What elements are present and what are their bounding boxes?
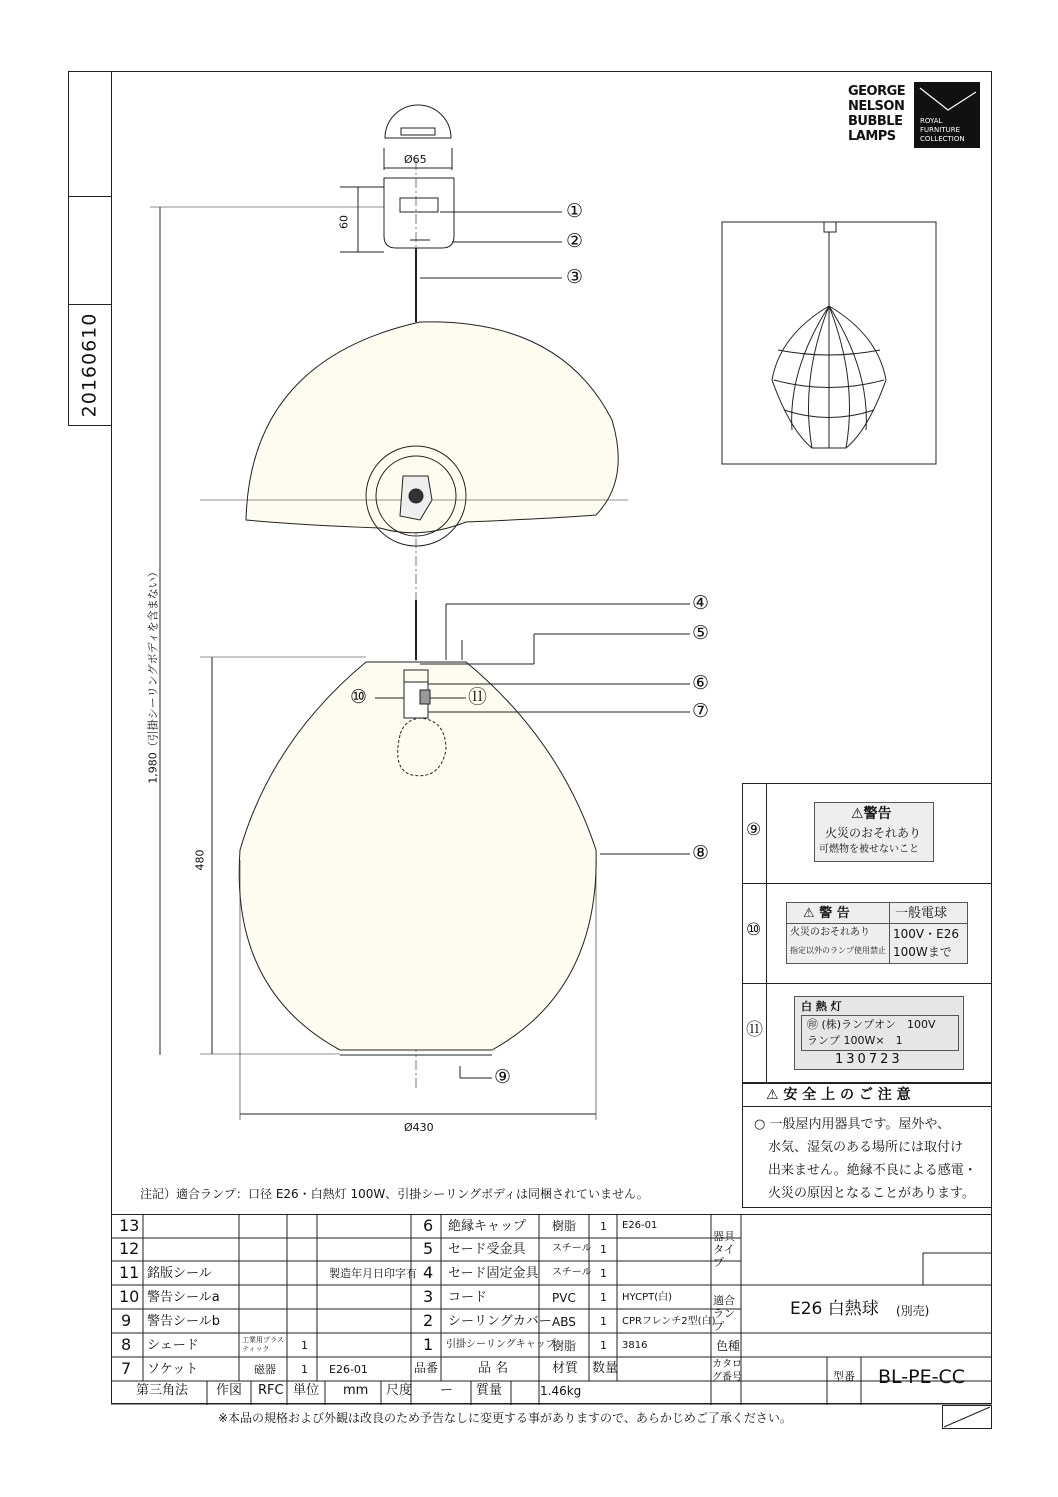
model-value: BL-PE-CC <box>878 1366 965 1388</box>
unit-label: 単位 <box>293 1383 320 1398</box>
mass-label: 質量 <box>476 1383 503 1398</box>
safety-line: 水気、湿気のある場所には取付け <box>768 1140 964 1155</box>
label11-title: 白 熱 灯 <box>801 1000 842 1013</box>
safety-line: 出来ません。絶縁不良による感電・ <box>768 1163 977 1178</box>
header-name: 品 名 <box>478 1361 509 1376</box>
label10-title: ⚠ 警 告 <box>803 906 850 921</box>
dim-canopy-height: 60 <box>337 215 351 229</box>
part-qty: 1 <box>600 1220 607 1233</box>
part-no: 13 <box>119 1216 140 1235</box>
label10-right-title: 一般電球 <box>895 906 948 921</box>
label11-line2: ランプ 100W× 1 <box>807 1034 903 1047</box>
disclaimer: ※本品の規格および外観は改良のため予告なしに変更する事がありますので、あらかじめご了承ください。 <box>218 1411 792 1425</box>
part-material: ABS <box>552 1315 576 1329</box>
part-qty: 1 <box>600 1243 607 1256</box>
part-no: 12 <box>119 1239 140 1258</box>
warning-label-a <box>786 902 968 964</box>
label10-divider <box>787 923 967 924</box>
part-remark: E26-01 <box>329 1363 368 1376</box>
part-no: 7 <box>121 1359 132 1378</box>
part-no: 2 <box>423 1311 434 1330</box>
part-material: スチール <box>552 1267 592 1278</box>
drawn-value: RFC <box>258 1383 284 1398</box>
drawing-note: 注記）適合ランプ：口径 E26・白熱灯 100W、引掛シーリングボディは同梱されていません。 <box>140 1187 649 1201</box>
canopy-top-view <box>385 105 451 138</box>
logo-line: NELSON <box>848 99 905 114</box>
part-no: 6 <box>423 1216 434 1235</box>
labels-panel-col <box>766 783 767 1083</box>
header-no: 品番 <box>414 1361 439 1375</box>
logo-line: GEORGE <box>848 84 906 99</box>
safety-title: ⚠ 安 全 上 の ご 注 意 <box>766 1087 911 1103</box>
part-material: スチール <box>552 1243 592 1254</box>
part-name: 絶縁キャップ <box>448 1219 527 1234</box>
part-qty: 1 <box>600 1339 607 1352</box>
part-remark: 製造年月日印字有 <box>329 1267 417 1280</box>
part-no: 10 <box>119 1287 140 1306</box>
part-qty: 1 <box>600 1291 607 1304</box>
part-remark: 3816 <box>622 1340 648 1351</box>
part-material: 樹脂 <box>552 1339 577 1353</box>
part-no: 3 <box>423 1287 434 1306</box>
warning-label-b <box>814 802 934 862</box>
dim-shade-height: 480 <box>193 849 207 871</box>
panel-divider <box>742 883 992 884</box>
label10-divider <box>889 903 890 963</box>
label9-line1: 火災のおそれあり <box>825 826 922 840</box>
part-material: PVC <box>552 1291 576 1305</box>
callout-3: ③ <box>566 266 584 288</box>
date-stamp: 20160610 <box>78 312 101 418</box>
callout-2: ② <box>566 230 584 252</box>
collection-line: COLLECTION <box>920 135 965 143</box>
label9-number: ⑨ <box>746 820 762 840</box>
dim-shade-diameter: Ø430 <box>404 1121 434 1134</box>
scale-label: 尺度 <box>386 1383 413 1398</box>
label10-right2: 100Wまで <box>893 945 952 959</box>
color-label: 色種 <box>716 1339 741 1353</box>
callout-9: ⑨ <box>494 1066 512 1088</box>
part-no: 1 <box>423 1335 434 1354</box>
part-qty: 1 <box>600 1315 607 1328</box>
callout-7: ⑦ <box>692 700 710 722</box>
safety-title-divider <box>742 1106 992 1107</box>
header-qty: 数量 <box>592 1361 619 1376</box>
part-name: セード固定金具 <box>448 1266 539 1281</box>
panel-divider <box>742 983 992 984</box>
collection-line: ROYAL <box>920 117 943 125</box>
part-remark: HYCPT(白) <box>622 1292 673 1303</box>
part-remark: E26-01 <box>622 1220 658 1231</box>
model-label: 型番 <box>833 1370 855 1383</box>
part-name: 警告シールa <box>147 1290 220 1305</box>
part-name: ソケット <box>147 1362 199 1377</box>
label9-title: ⚠警告 <box>851 806 892 822</box>
part-name: 警告シールb <box>147 1314 220 1329</box>
callout-1: ① <box>566 200 584 222</box>
projection: 第三角法 <box>136 1383 189 1398</box>
label9-line2: 可燃物を被せないこと <box>819 844 919 855</box>
drawn-label: 作図 <box>216 1383 243 1398</box>
part-name: シェード <box>147 1338 199 1353</box>
collection-line: FURNITURE <box>920 126 961 134</box>
shade-side-view <box>239 662 596 1050</box>
label10-number: ⑩ <box>746 920 762 940</box>
unit-value: mm <box>343 1383 369 1398</box>
part-name: 引掛シーリングキャップ <box>446 1339 556 1350</box>
label10-right1: 100V・E26 <box>893 927 959 941</box>
part-material: 工業用プラスティック <box>242 1336 284 1353</box>
safety-line: ○ 一般屋内用器具です。屋外や、 <box>754 1117 951 1132</box>
fixture-type-label: 器具タイプ <box>713 1230 735 1269</box>
canopy-side-view <box>384 178 454 248</box>
part-material: 樹脂 <box>552 1219 577 1233</box>
part-remark: CPRフレンチ2型(白) <box>622 1316 716 1327</box>
catalog-label: カタログ番号 <box>712 1359 742 1383</box>
lamp-note: (別売) <box>896 1304 930 1318</box>
part-name: セード受金具 <box>448 1242 526 1257</box>
part-name: 銘版シール <box>147 1266 212 1281</box>
part-qty: 1 <box>301 1363 308 1376</box>
part-material: 磁器 <box>254 1363 276 1376</box>
callout-5: ⑤ <box>692 622 710 644</box>
part-name: コード <box>448 1290 488 1305</box>
safety-line: 火災の原因となることがあります。 <box>768 1186 975 1201</box>
corner-mark-icon <box>942 1405 992 1429</box>
label10-line1: 火災のおそれあり <box>790 927 870 938</box>
label11-number: ⑪ <box>746 1020 763 1040</box>
part-no: 4 <box>423 1263 434 1282</box>
label10-line2: 指定以外のランプ使用禁止 <box>790 946 886 955</box>
part-qty: 1 <box>600 1267 607 1280</box>
scale-value: ー <box>440 1383 454 1398</box>
shade-top-view <box>246 322 618 533</box>
callout-11: ⑪ <box>468 686 488 708</box>
nameplate-label <box>794 996 964 1070</box>
callout-4: ④ <box>692 592 710 614</box>
callout-10: ⑩ <box>350 686 368 708</box>
part-no: 5 <box>423 1239 434 1258</box>
part-no: 11 <box>119 1263 140 1282</box>
part-no: 9 <box>121 1311 132 1330</box>
callout-6: ⑥ <box>692 672 710 694</box>
part-qty: 1 <box>301 1339 308 1352</box>
callout-8: ⑧ <box>692 842 710 864</box>
lamp-label: 適合ランプ <box>713 1294 735 1333</box>
label11-serial: 130723 <box>835 1052 903 1067</box>
part-no: 8 <box>121 1335 132 1354</box>
mass-value: 1.46kg <box>540 1384 582 1398</box>
header-material: 材質 <box>552 1361 579 1376</box>
dim-canopy-diameter: Ø65 <box>404 153 427 166</box>
logo-line: BUBBLE <box>848 114 903 129</box>
lamp-value: E26 白熱球 <box>790 1299 879 1319</box>
dim-total-height: 1,980（引掛シーリングボディを含まない） <box>146 566 160 784</box>
label11-line1: ㊞ (株)ランプオン 100V <box>807 1018 936 1031</box>
logo-line: LAMPS <box>848 129 896 144</box>
part-name: シーリングカバー <box>448 1314 552 1329</box>
